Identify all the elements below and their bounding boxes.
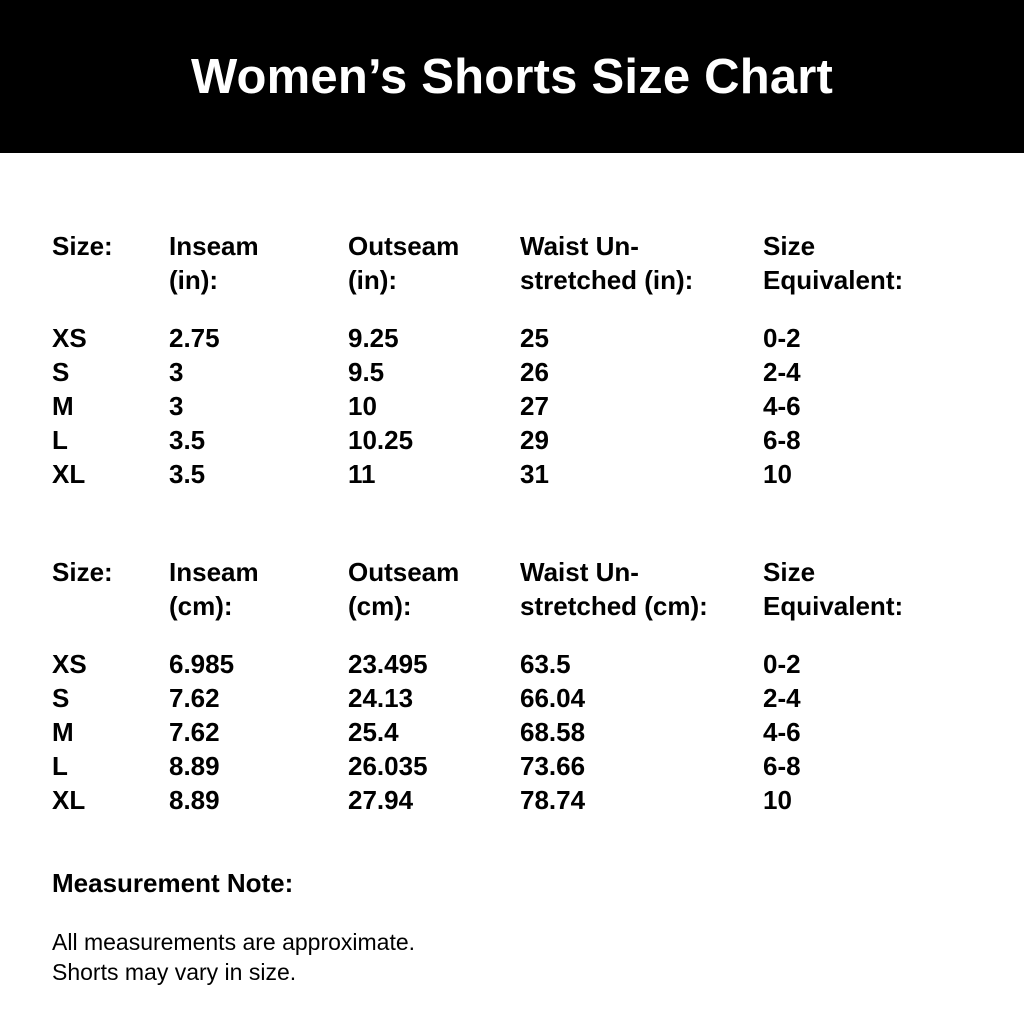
cell-outseam: 9.5 [348,357,385,387]
cell-size: M [52,391,74,421]
cell-inseam: 6.985 [169,649,235,679]
header-outseam [348,229,520,321]
cell-size-equivalent: 10 [763,785,792,815]
cell-size: S [52,683,70,713]
cell-waist: 29 [520,425,549,455]
size-table-inches [52,229,992,491]
header-size-equivalent [763,555,992,647]
header-line: Outseam [348,557,460,587]
cell-waist: 25 [520,323,549,353]
cell-inseam: 8.89 [169,751,220,781]
header-waist [520,229,763,321]
table-row [52,681,992,715]
cell-size-equivalent: 2-4 [763,357,801,387]
cell-size-equivalent: 10 [763,459,792,489]
header-line: Size [763,231,816,261]
cell-size-equivalent: 4-6 [763,391,801,421]
cell-size: XS [52,649,87,679]
cell-waist: 31 [520,459,549,489]
header-inseam [169,229,348,321]
table-row [52,355,992,389]
header-line: stretched (cm): [520,591,708,621]
cell-outseam: 25.4 [348,717,399,747]
table-row [52,321,992,355]
header-line: Equivalent: [763,591,904,621]
header-line: Size: [52,557,113,587]
cell-inseam: 7.62 [169,683,220,713]
table-row [52,715,992,749]
cell-outseam: 24.13 [348,683,414,713]
cell-outseam: 26.035 [348,751,428,781]
cell-size: L [52,425,68,455]
header-line: Waist Un- [520,231,639,261]
cell-inseam: 3 [169,357,184,387]
cell-waist: 63.5 [520,649,571,679]
header-line: (in): [169,265,219,295]
cell-inseam: 8.89 [169,785,220,815]
cell-size-equivalent: 0-2 [763,649,801,679]
header-line: (cm): [169,591,233,621]
measurement-note-heading: Measurement Note: [52,868,294,898]
cell-size: L [52,751,68,781]
table-header-row [52,555,992,647]
cell-waist: 27 [520,391,549,421]
cell-size-equivalent: 0-2 [763,323,801,353]
cell-size: XL [52,459,86,489]
cell-inseam: 3.5 [169,459,206,489]
header-size [52,229,169,321]
cell-waist: 68.58 [520,717,586,747]
note-line: Shorts may vary in size. [52,959,297,985]
cell-inseam: 2.75 [169,323,220,353]
header-outseam [348,555,520,647]
header-line: stretched (in): [520,265,694,295]
cell-waist: 66.04 [520,683,586,713]
cell-outseam: 10.25 [348,425,414,455]
cell-size-equivalent: 6-8 [763,425,801,455]
header-line: Equivalent: [763,265,904,295]
cell-size-equivalent: 2-4 [763,683,801,713]
cell-size-equivalent: 4-6 [763,717,801,747]
table-row [52,783,992,817]
size-table-centimeters [52,555,992,817]
cell-size: S [52,357,70,387]
cell-size: XS [52,323,87,353]
cell-outseam: 11 [348,459,376,489]
cell-waist: 73.66 [520,751,586,781]
table-row [52,457,992,491]
header-line: (in): [348,265,398,295]
header-waist [520,555,763,647]
header-line: Size: [52,231,113,261]
cell-waist: 78.74 [520,785,586,815]
header-inseam [169,555,348,647]
header-line: Inseam [169,231,259,261]
table-row [52,647,992,681]
cell-inseam: 3 [169,391,184,421]
header-size-equivalent [763,229,992,321]
cell-outseam: 23.495 [348,649,428,679]
header-line: Size [763,557,816,587]
header-line: Inseam [169,557,259,587]
cell-size: M [52,717,74,747]
measurement-note-text [52,927,415,987]
cell-size-equivalent: 6-8 [763,751,801,781]
cell-outseam: 9.25 [348,323,399,353]
cell-outseam: 10 [348,391,377,421]
header-line: Waist Un- [520,557,639,587]
page-title: Women’s Shorts Size Chart [190,49,834,104]
table-row [52,749,992,783]
header-line: (cm): [348,591,412,621]
title-banner [0,0,1024,153]
note-line: All measurements are approximate. [52,929,416,955]
header-size [52,555,169,647]
table-row [52,389,992,423]
table-header-row [52,229,992,321]
cell-size: XL [52,785,86,815]
cell-outseam: 27.94 [348,785,414,815]
table-row [52,423,992,457]
cell-inseam: 7.62 [169,717,220,747]
cell-waist: 26 [520,357,549,387]
cell-inseam: 3.5 [169,425,206,455]
header-line: Outseam [348,231,460,261]
